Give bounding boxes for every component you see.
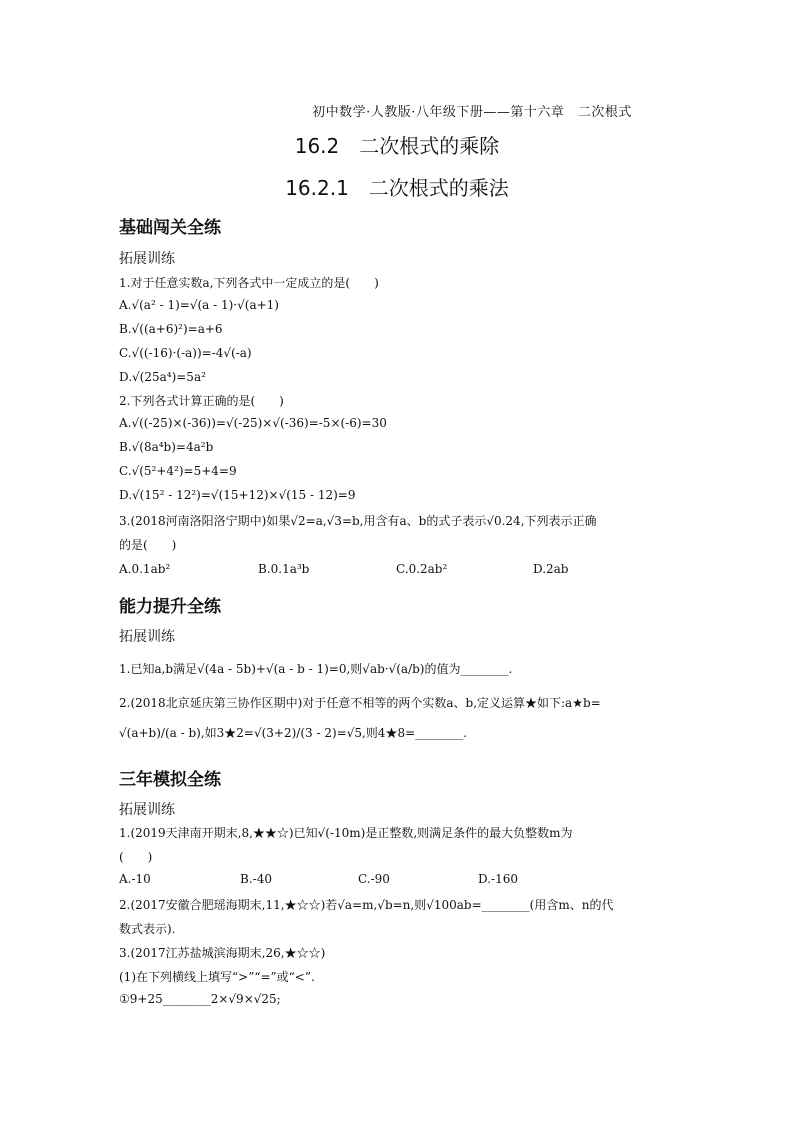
section-title: 16.2 二次根式的乘除	[294, 134, 500, 158]
s1-q2a: A.√((-25)×(-36))=√(-25)×√(-36)=-5×(-6)=30	[119, 416, 387, 430]
header-text: 初中数学·人教版·八年级下册——第十六章 二次根式	[312, 105, 632, 120]
s2-q2-cont: √(a+b)/(a - b),如3★2=√(3+2)/(3 - 2)=√5,则4★8=________.	[119, 726, 467, 740]
s3-q1-opt-b: B.-40	[240, 872, 272, 886]
s3-q1-opt-a: A.-10	[119, 872, 151, 886]
s1-q2d: D.√(15² - 12²)=√(15+12)×√(15 - 12)=9	[119, 488, 356, 502]
section2-heading: 能力提升全练	[119, 597, 221, 617]
s3-q3a: (1)在下列横线上填写“>”“=”或“<”.	[119, 970, 315, 984]
section2-sub: 拓展训练	[119, 629, 175, 645]
s1-q1: 1.对于任意实数a,下列各式中一定成立的是( )	[119, 276, 379, 290]
s2-q2: 2.(2018北京延庆第三协作区期中)对于任意不相等的两个实数a、b,定义运算★如下:a★b=	[119, 696, 601, 710]
s1-q3: 3.(2018河南洛阳洛宁期中)如果√2=a,√3=b,用含有a、b的式子表示√0.24,下列表示正确	[119, 514, 597, 528]
s1-q2: 2.下列各式计算正确的是( )	[119, 394, 284, 408]
section3-heading: 三年模拟全练	[119, 770, 221, 790]
s1-q3-opt-c: C.0.2ab²	[396, 562, 448, 576]
page-header	[0, 101, 794, 120]
s3-q1-cont: ( )	[119, 850, 153, 864]
s1-q3-opt-b: B.0.1a³b	[258, 562, 310, 576]
s3-q1-opt-d: D.-160	[478, 872, 518, 886]
s1-q2c: C.√(5²+4²)=5+4=9	[119, 464, 237, 478]
section1-sub: 拓展训练	[119, 251, 175, 267]
s2-q1: 1.已知a,b满足√(4a - 5b)+√(a - b - 1)=0,则√ab·√(a/b)的值为________.	[119, 662, 513, 676]
s3-q3b: ①9+25________2×√9×√25;	[119, 992, 281, 1006]
s3-q3: 3.(2017江苏盐城滨海期末,26,★☆☆)	[119, 946, 326, 960]
s3-q1: 1.(2019天津南开期末,8,★★☆)已知√(-10m)是正整数,则满足条件的最大负整数m为	[119, 826, 573, 840]
s3-q2-cont: 数式表示).	[119, 922, 176, 936]
s1-q2b: B.√(8a⁴b)=4a²b	[119, 440, 214, 454]
section1-heading: 基础闯关全练	[119, 218, 221, 238]
s1-q1d: D.√(25a⁴)=5a²	[119, 370, 206, 384]
s1-q3-cont: 的是( )	[119, 538, 177, 552]
s1-q3-opt-a: A.0.1ab²	[119, 562, 171, 576]
s1-q3-opt-d: D.2ab	[533, 562, 569, 576]
s1-q1a: A.√(a² - 1)=√(a - 1)·√(a+1)	[119, 298, 279, 312]
s3-q2: 2.(2017安徽合肥瑶海期末,11,★☆☆)若√a=m,√b=n,则√100ab=________(用含m、n的代	[119, 898, 614, 912]
s1-q1b: B.√((a+6)²)=a+6	[119, 322, 223, 336]
subsection-title: 16.2.1 二次根式的乘法	[285, 176, 509, 200]
s1-q1c: C.√((-16)·(-a))=-4√(-a)	[119, 346, 252, 360]
section3-sub: 拓展训练	[119, 802, 175, 818]
s3-q1-opt-c: C.-90	[358, 872, 390, 886]
